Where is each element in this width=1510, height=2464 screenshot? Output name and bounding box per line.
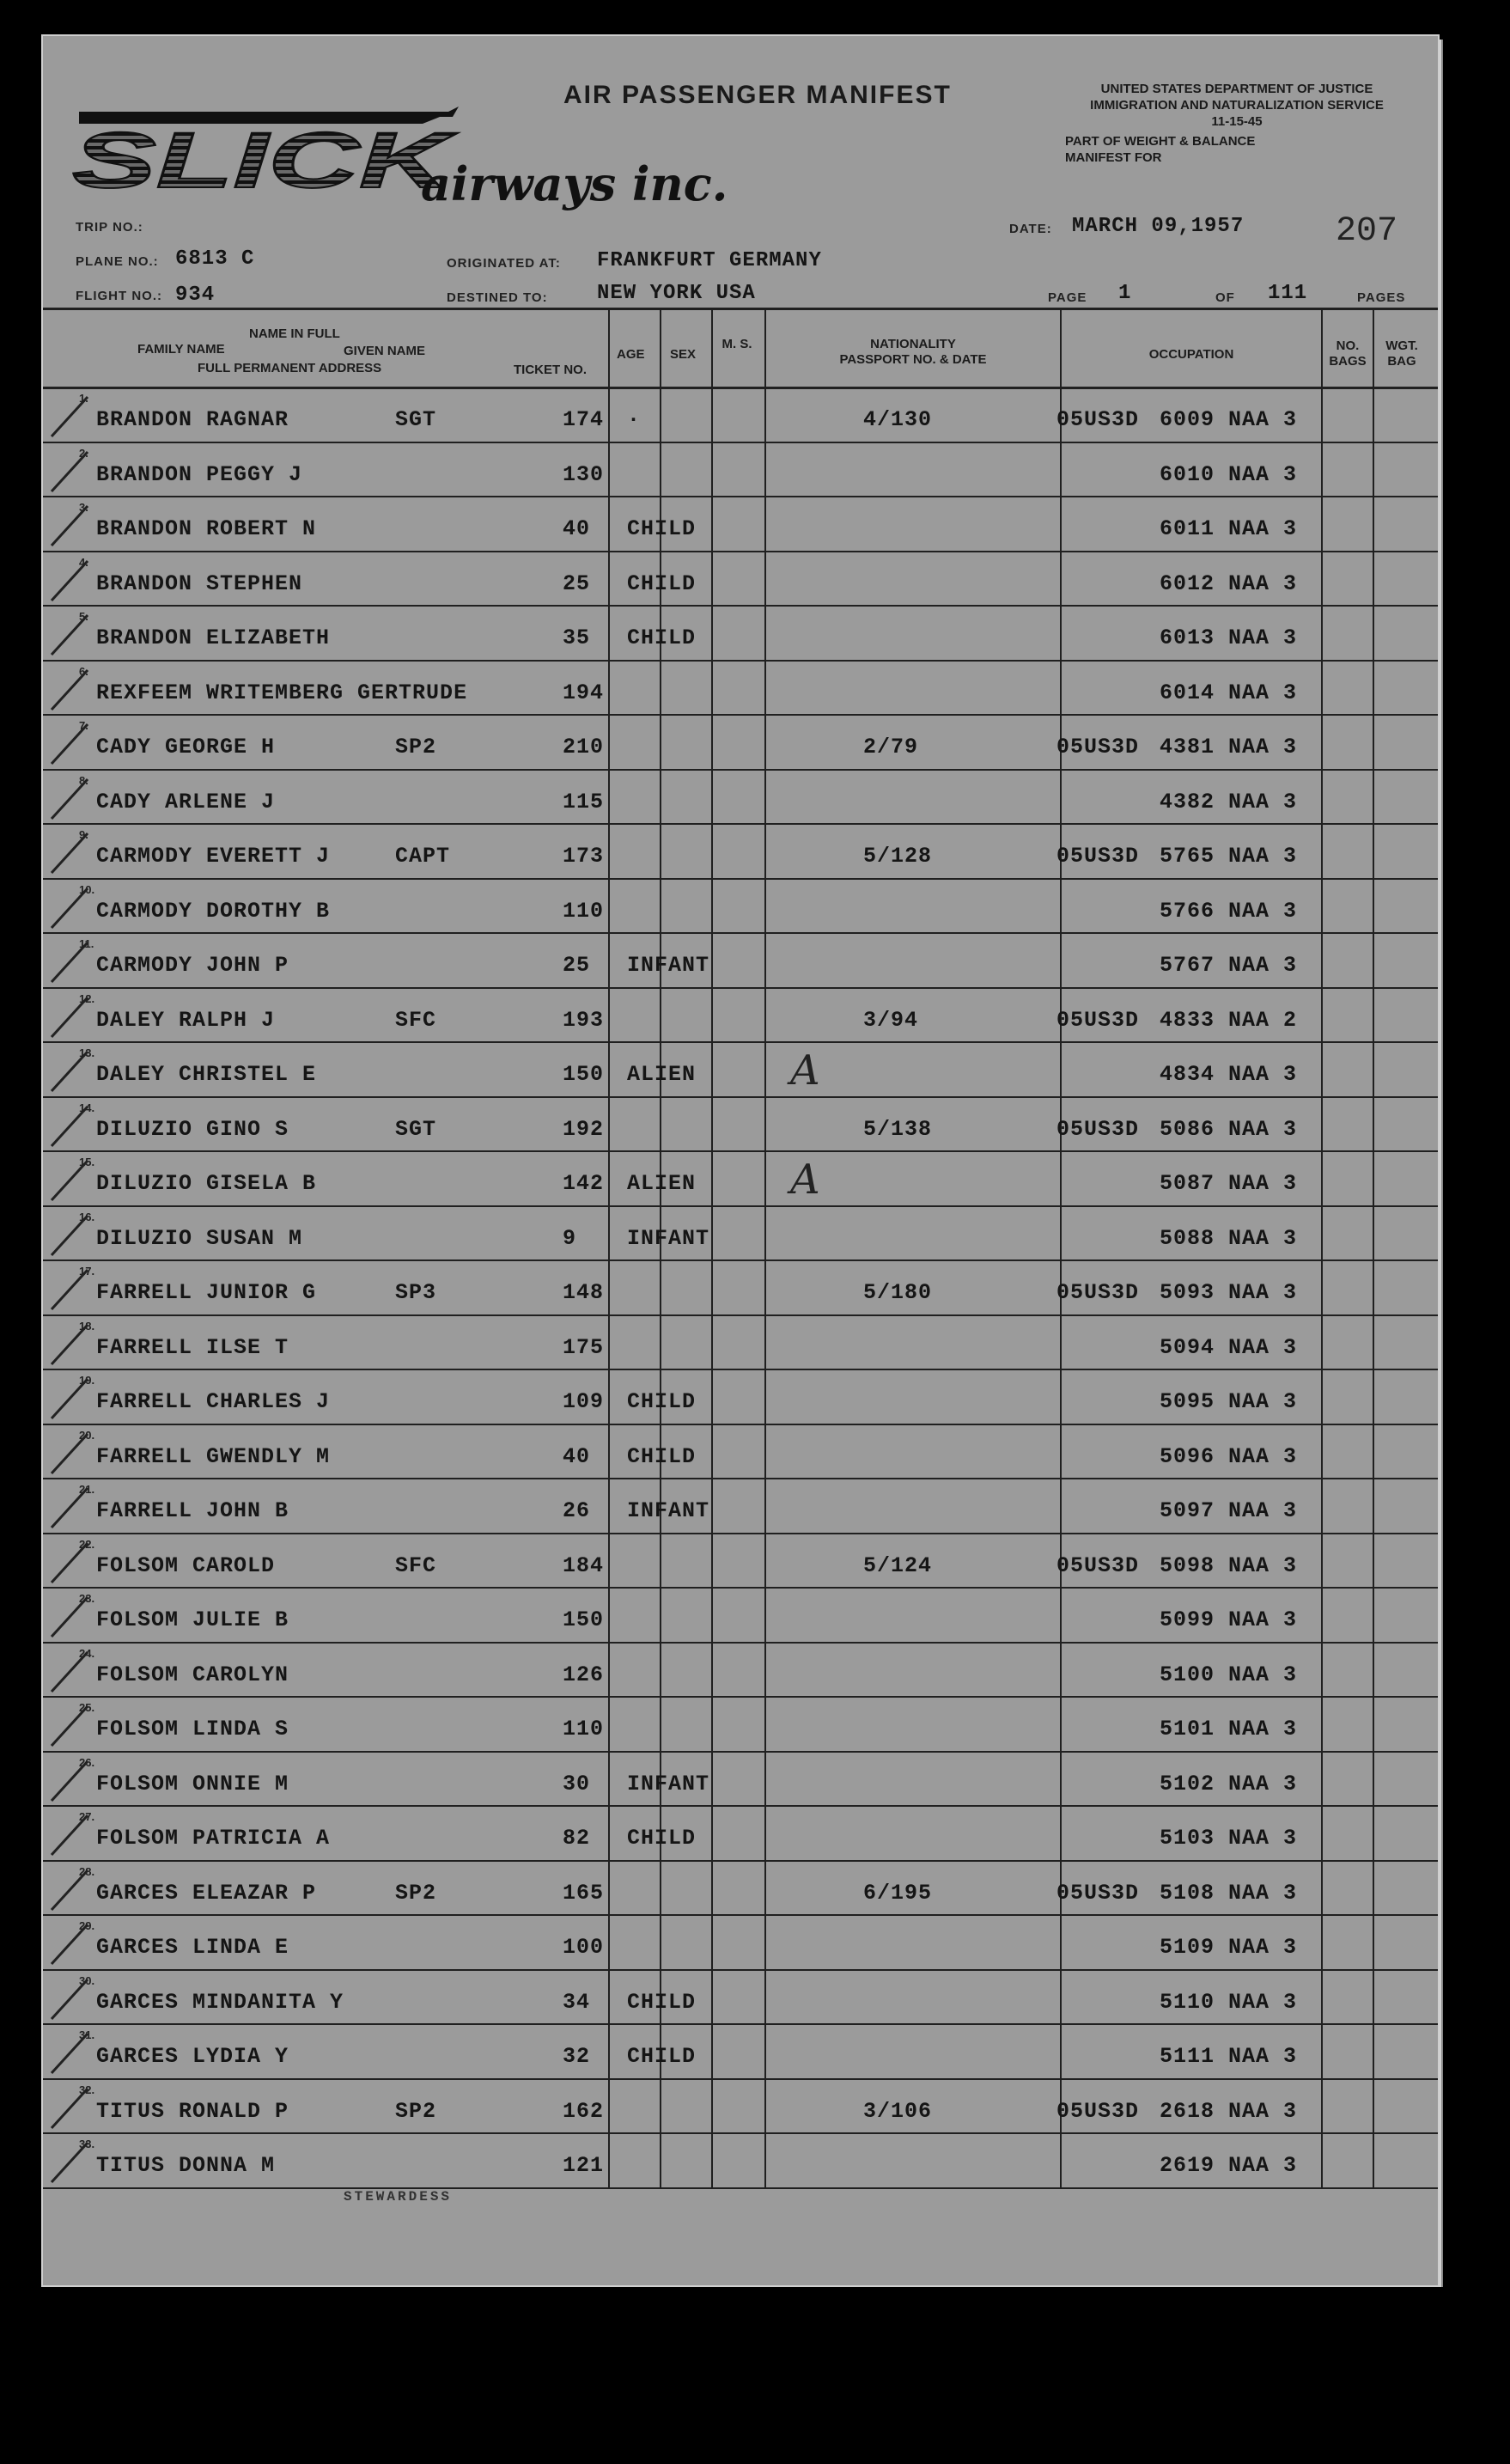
slick-logo: [62, 105, 466, 199]
occupation-code: 6013 NAA 3: [1160, 625, 1298, 650]
company-name-suffix: airways inc.: [421, 156, 728, 211]
passenger-name: BRANDON ELIZABETH: [96, 625, 331, 650]
passport-number: 3/106: [863, 2098, 933, 2124]
passenger-name: FARRELL CHARLES J: [96, 1389, 331, 1414]
table-row: [43, 771, 1440, 825]
passenger-name: CADY ARLENE J: [96, 789, 276, 814]
age-category: CHILD: [627, 625, 697, 650]
table-row: [43, 934, 1440, 988]
passenger-rank: SGT: [395, 407, 437, 432]
passenger-name: FARRELL ILSE T: [96, 1334, 289, 1360]
occupation-code: 5096 NAA 3: [1160, 1443, 1298, 1469]
ticket-number: 25: [563, 570, 591, 596]
col-wgt-bag: WGT. BAG: [1385, 338, 1418, 369]
passenger-name: DALEY RALPH J: [96, 1007, 276, 1033]
col-name-in-full: NAME IN FULL: [249, 326, 340, 341]
trip-label: TRIP NO.:: [76, 220, 143, 235]
destination-code: 05US3D: [1056, 2098, 1140, 2124]
table-row: [43, 607, 1440, 661]
agency-block: [1031, 81, 1440, 166]
col-family-name: FAMILY NAME: [137, 342, 225, 357]
col-given-name: GIVEN NAME: [344, 344, 426, 358]
row-number: 9.: [79, 828, 88, 841]
age-category: INFANT: [627, 1498, 710, 1523]
passenger-name: CARMODY JOHN P: [96, 953, 289, 978]
passenger-rank: SP2: [395, 735, 437, 759]
ticket-number: 193: [563, 1007, 605, 1033]
table-row: [43, 1698, 1440, 1752]
row-number: 27.: [79, 1810, 95, 1823]
occupation-code: 4834 NAA 3: [1160, 1062, 1298, 1087]
col-marital-status: M. S.: [722, 337, 752, 351]
occupation-code: 5095 NAA 3: [1160, 1389, 1298, 1414]
col-age: AGE: [617, 347, 645, 362]
occupation-code: 5102 NAA 3: [1160, 1771, 1298, 1796]
ticket-number: 121: [563, 2153, 605, 2178]
ticket-number: 150: [563, 1062, 605, 1087]
occupation-code: 5097 NAA 3: [1160, 1498, 1298, 1523]
passport-number: 2/79: [863, 735, 919, 759]
ticket-number: 162: [563, 2098, 605, 2124]
row-number: 7.: [79, 719, 88, 732]
pages-label: PAGES: [1357, 290, 1406, 305]
flight-value: 934: [175, 284, 216, 307]
destination-code: 05US3D: [1056, 1552, 1140, 1578]
page-value: 1: [1118, 282, 1132, 305]
occupation-code: 5100 NAA 3: [1160, 1662, 1298, 1687]
page-label: PAGE: [1048, 290, 1087, 305]
passenger-name: DALEY CHRISTEL E: [96, 1062, 317, 1087]
age-category: CHILD: [627, 1443, 697, 1469]
passenger-rank: SP3: [395, 1280, 437, 1305]
date-label: DATE:: [1009, 222, 1052, 236]
passenger-rank: SFC: [395, 1007, 437, 1033]
occupation-code: 2619 NAA 3: [1160, 2153, 1298, 2178]
passenger-name: CARMODY EVERETT J: [96, 844, 331, 869]
age-category: INFANT: [627, 953, 710, 978]
destined-label: DESTINED TO:: [447, 290, 548, 305]
ticket-number: 174: [563, 407, 605, 432]
ticket-number: 40: [563, 1443, 591, 1469]
passenger-name: DILUZIO SUSAN M: [96, 1225, 303, 1251]
ticket-number: 150: [563, 1607, 605, 1632]
passenger-name: FOLSOM PATRICIA A: [96, 1826, 331, 1851]
ticket-number: 26: [563, 1498, 591, 1523]
occupation-code: 6011 NAA 3: [1160, 516, 1298, 541]
ticket-number: 192: [563, 1116, 605, 1142]
occupation-code: 5109 NAA 3: [1160, 1935, 1298, 1960]
ticket-number: 110: [563, 898, 605, 924]
ticket-number: 35: [563, 625, 591, 650]
passenger-name: CARMODY DOROTHY B: [96, 898, 331, 924]
row-number: 23.: [79, 1592, 95, 1605]
passenger-name: BRANDON STEPHEN: [96, 570, 303, 596]
destination-code: 05US3D: [1056, 844, 1140, 869]
ticket-number: 126: [563, 1662, 605, 1687]
manifest-sheet: [41, 34, 1440, 2287]
row-rule: [43, 2187, 1440, 2189]
agency-line: UNITED STATES DEPARTMENT OF JUSTICE: [1100, 82, 1373, 96]
ticket-number: 130: [563, 461, 605, 487]
table-row: [43, 1862, 1440, 1916]
passenger-name: FOLSOM LINDA S: [96, 1717, 289, 1741]
flight-label: FLIGHT NO.:: [76, 289, 162, 303]
table-row: [43, 1098, 1440, 1152]
passenger-name: FOLSOM CAROLYN: [96, 1662, 289, 1687]
col-permanent-address: FULL PERMANENT ADDRESS: [198, 361, 382, 375]
passenger-name: REXFEEM WRITEMBERG GERTRUDE: [96, 680, 468, 705]
col-no-bags: NO. BAGS: [1329, 338, 1367, 369]
table-row: [43, 2080, 1440, 2134]
occupation-code: 5098 NAA 3: [1160, 1552, 1298, 1578]
row-number: 11.: [79, 937, 94, 950]
table-row: [43, 443, 1440, 497]
table-row: [43, 1152, 1440, 1206]
agency-line: IMMIGRATION AND NATURALIZATION SERVICE: [1090, 98, 1384, 113]
passenger-name: FARRELL GWENDLY M: [96, 1443, 331, 1469]
ticket-number: 110: [563, 1717, 605, 1741]
agency-line: PART OF WEIGHT & BALANCE: [1065, 134, 1256, 149]
col-sex: SEX: [670, 347, 697, 362]
age-category: CHILD: [627, 570, 697, 596]
date-value: MARCH 09,1957: [1072, 215, 1245, 238]
occupation-code: 6009 NAA 3: [1160, 407, 1298, 432]
table-row: [43, 1644, 1440, 1698]
col-nationality: [766, 337, 1060, 368]
row-number: 25.: [79, 1701, 95, 1714]
row-number: 16.: [79, 1210, 95, 1223]
ticket-number: 173: [563, 844, 605, 869]
occupation-code: 5086 NAA 3: [1160, 1116, 1298, 1142]
ticket-number: 9: [563, 1225, 577, 1251]
stewardess-signature: STEWARDESS: [344, 2189, 453, 2205]
table-row: [43, 825, 1440, 879]
ticket-number: 82: [563, 1826, 591, 1851]
table-row: [43, 989, 1440, 1043]
destination-code: 05US3D: [1056, 735, 1140, 759]
passenger-rank: SGT: [395, 1116, 437, 1142]
passenger-name: FARRELL JOHN B: [96, 1498, 289, 1523]
table-row: [43, 2025, 1440, 2079]
table-row: [43, 1589, 1440, 1643]
ticket-number: 100: [563, 1935, 605, 1960]
ticket-number: 148: [563, 1280, 605, 1305]
table-row: [43, 1261, 1440, 1315]
occupation-code: 6014 NAA 3: [1160, 680, 1298, 705]
ticket-number: 30: [563, 1771, 591, 1796]
row-number: 21.: [79, 1483, 95, 1496]
ticket-number: 109: [563, 1389, 605, 1414]
occupation-code: 5088 NAA 3: [1160, 1225, 1298, 1251]
row-number: 4.: [79, 555, 88, 569]
passenger-name: FOLSOM JULIE B: [96, 1607, 289, 1632]
age-category: INFANT: [627, 1225, 710, 1251]
age-category: INFANT: [627, 1771, 710, 1796]
occupation-code: 6012 NAA 3: [1160, 570, 1298, 596]
passport-number: 3/94: [863, 1007, 919, 1033]
occupation-code: 5110 NAA 3: [1160, 1989, 1298, 2015]
of-value: 111: [1268, 282, 1308, 305]
occupation-code: 5093 NAA 3: [1160, 1280, 1298, 1305]
ticket-number: 194: [563, 680, 605, 705]
ticket-number: 184: [563, 1552, 605, 1578]
table-row: [43, 388, 1440, 442]
page-number-stamp: 207: [1336, 212, 1398, 251]
table-row: [43, 880, 1440, 934]
table-row: [43, 662, 1440, 716]
passenger-name: BRANDON RAGNAR: [96, 407, 289, 432]
row-number: 3.: [79, 501, 88, 514]
plane-label: PLANE NO.:: [76, 254, 159, 269]
ticket-number: 32: [563, 2044, 591, 2069]
svg-text:SLICK: SLICK: [72, 117, 460, 199]
age-category: CHILD: [627, 516, 697, 541]
ticket-number: 142: [563, 1171, 605, 1196]
destination-code: 05US3D: [1056, 1880, 1140, 1906]
table-row: [43, 1753, 1440, 1807]
destination-code: 05US3D: [1056, 1007, 1140, 1033]
occupation-code: 5087 NAA 3: [1160, 1171, 1298, 1196]
passenger-rank: CAPT: [395, 844, 451, 869]
passenger-name: FOLSOM CAROLD: [96, 1552, 276, 1578]
row-number: 2.: [79, 446, 88, 460]
row-number: 26.: [79, 1755, 95, 1769]
occupation-code: 5094 NAA 3: [1160, 1334, 1298, 1360]
agency-line: 11-15-45: [1211, 114, 1263, 129]
passenger-name: GARCES MINDANITA Y: [96, 1989, 344, 2015]
passenger-name: BRANDON ROBERT N: [96, 516, 317, 541]
age-category: ALIEN: [627, 1062, 697, 1087]
col-nationality-line: NATIONALITY: [870, 337, 956, 351]
occupation-code: 5108 NAA 3: [1160, 1880, 1298, 1906]
occupation-code: 4382 NAA 3: [1160, 789, 1298, 814]
passenger-name: TITUS DONNA M: [96, 2153, 276, 2178]
passport-number: 4/130: [863, 407, 933, 432]
occupation-code: 5099 NAA 3: [1160, 1607, 1298, 1632]
passenger-rank: SP2: [395, 2098, 437, 2124]
row-number: 31.: [79, 2028, 95, 2041]
age-category: CHILD: [627, 2044, 697, 2069]
passport-number: 6/195: [863, 1880, 933, 1906]
passenger-name: GARCES LINDA E: [96, 1935, 289, 1960]
row-number: 13.: [79, 1046, 95, 1059]
row-number: 5.: [79, 610, 88, 623]
age-category: CHILD: [627, 1989, 697, 2015]
ticket-number: 25: [563, 953, 591, 978]
ticket-number: 115: [563, 789, 605, 814]
agency-line: MANIFEST FOR: [1065, 150, 1162, 165]
table-row: [43, 1207, 1440, 1261]
col-occupation: OCCUPATION: [1148, 347, 1234, 362]
passport-number: A: [790, 1046, 820, 1095]
passport-number: A: [790, 1156, 820, 1204]
ticket-number: 34: [563, 1989, 591, 2015]
table-row: [43, 1479, 1440, 1534]
age-category: CHILD: [627, 1389, 697, 1414]
ticket-number: 40: [563, 516, 591, 541]
age-category: ALIEN: [627, 1171, 697, 1196]
age-category: ·: [627, 407, 642, 432]
ticket-number: 210: [563, 735, 605, 759]
ticket-number: 175: [563, 1334, 605, 1360]
passenger-name: FARRELL JUNIOR G: [96, 1280, 317, 1305]
table-row: [43, 716, 1440, 770]
destination-code: 05US3D: [1056, 1280, 1140, 1305]
page-title: AIR PASSENGER MANIFEST: [563, 81, 952, 109]
passport-number: 5/138: [863, 1116, 933, 1142]
row-number: 8.: [79, 773, 88, 787]
ticket-number: 165: [563, 1880, 605, 1906]
row-number: 17.: [79, 1265, 95, 1278]
passport-number: 5/180: [863, 1280, 933, 1305]
table-row: [43, 552, 1440, 607]
occupation-code: 6010 NAA 3: [1160, 461, 1298, 487]
row-number: 22.: [79, 1537, 95, 1551]
row-number: 15.: [79, 1156, 95, 1168]
passenger-name: DILUZIO GISELA B: [96, 1171, 317, 1196]
age-category: CHILD: [627, 1826, 697, 1851]
passenger-name: TITUS RONALD P: [96, 2098, 289, 2124]
table-row: [43, 2134, 1440, 2188]
row-number: 32.: [79, 2083, 95, 2096]
destination-code: 05US3D: [1056, 1116, 1140, 1142]
passenger-name: GARCES ELEAZAR P: [96, 1880, 317, 1906]
table-row: [43, 497, 1440, 552]
passenger-rank: SP2: [395, 1880, 437, 1906]
row-number: 12.: [79, 991, 95, 1005]
of-label: OF: [1215, 290, 1235, 305]
col-ticket-no: TICKET NO.: [514, 363, 587, 377]
row-number: 29.: [79, 1919, 95, 1932]
destination-code: 05US3D: [1056, 407, 1140, 432]
row-number: 10.: [79, 882, 95, 896]
table-row: [43, 1971, 1440, 2025]
table-row: [43, 1916, 1440, 1970]
row-number: 28.: [79, 1864, 95, 1878]
row-number: 19.: [79, 1374, 95, 1387]
occupation-code: 5767 NAA 3: [1160, 953, 1298, 978]
occupation-code: 5766 NAA 3: [1160, 898, 1298, 924]
row-number: 24.: [79, 1646, 95, 1660]
occupation-code: 5101 NAA 3: [1160, 1717, 1298, 1741]
passenger-name: GARCES LYDIA Y: [96, 2044, 289, 2069]
passenger-name: BRANDON PEGGY J: [96, 461, 303, 487]
occupation-code: 5111 NAA 3: [1160, 2044, 1298, 2069]
table-row: [43, 1316, 1440, 1370]
table-row: [43, 1370, 1440, 1424]
row-number: 1.: [79, 392, 88, 405]
row-number: 33.: [79, 2138, 95, 2150]
passenger-name: CADY GEORGE H: [96, 735, 276, 759]
table-row: [43, 1043, 1440, 1097]
plane-value: 6813 C: [175, 247, 255, 271]
row-number: 30.: [79, 1973, 95, 1987]
passenger-name: FOLSOM ONNIE M: [96, 1771, 289, 1796]
table-row: [43, 1425, 1440, 1479]
passport-number: 5/128: [863, 844, 933, 869]
row-number: 6.: [79, 664, 88, 678]
col-passport-line: PASSPORT NO. & DATE: [839, 352, 987, 367]
passenger-rank: SFC: [395, 1552, 437, 1578]
row-number: 18.: [79, 1319, 95, 1333]
table-row: [43, 1807, 1440, 1861]
passport-number: 5/124: [863, 1552, 933, 1578]
occupation-code: 4381 NAA 3: [1160, 735, 1298, 759]
table-top-rule: [43, 308, 1440, 310]
passenger-name: DILUZIO GINO S: [96, 1116, 289, 1142]
row-number: 14.: [79, 1101, 95, 1114]
occupation-code: 4833 NAA 2: [1160, 1007, 1298, 1033]
table-row: [43, 1534, 1440, 1589]
occupation-code: 5103 NAA 3: [1160, 1826, 1298, 1851]
originated-label: ORIGINATED AT:: [447, 256, 561, 271]
originated-value: FRANKFURT GERMANY: [597, 249, 822, 272]
row-number: 20.: [79, 1428, 95, 1442]
occupation-code: 5765 NAA 3: [1160, 844, 1298, 869]
occupation-code: 2618 NAA 3: [1160, 2098, 1298, 2124]
destined-value: NEW YORK USA: [597, 282, 756, 305]
